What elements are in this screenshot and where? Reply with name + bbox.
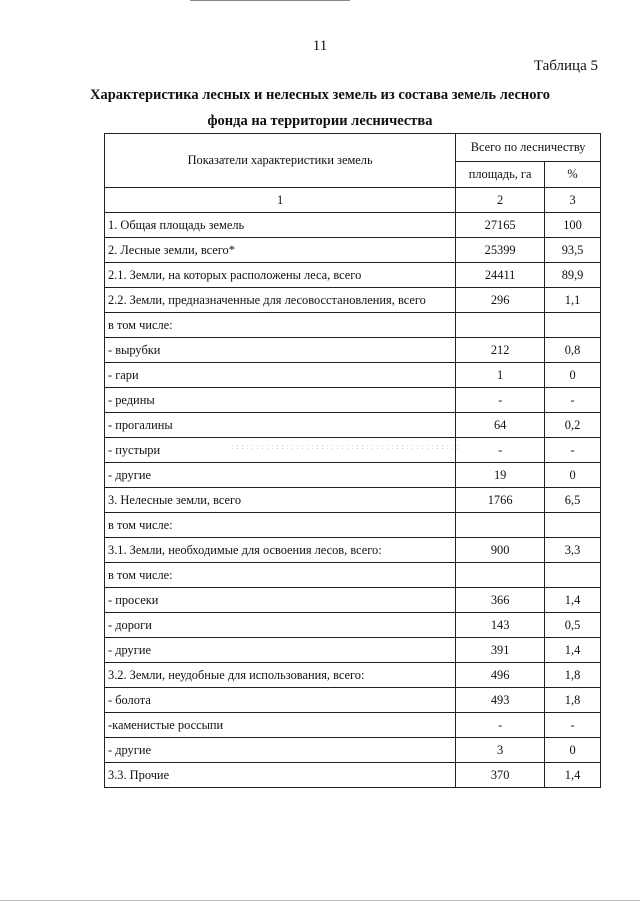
table-row (105, 563, 601, 588)
row-percent: 1,1 (545, 288, 601, 313)
row-area: 24411 (456, 263, 545, 288)
row-label: 3.2. Земли, неудобные для использования, всего: (105, 663, 456, 688)
row-label: 3.1. Земли, необходимые для освоения лесов, всего: (105, 538, 456, 563)
table-row (105, 713, 601, 738)
row-percent (545, 313, 601, 338)
row-label: - гари (105, 363, 456, 388)
table-row (105, 538, 601, 563)
row-percent: 0,2 (545, 413, 601, 438)
row-label: 2.1. Земли, на которых расположены леса, всего (105, 263, 456, 288)
table-row (105, 288, 601, 313)
row-label: - вырубки (105, 338, 456, 363)
header-percent: % (545, 162, 601, 188)
row-label: 2.2. Земли, предназначенные для лесовосстановления, всего (105, 288, 456, 313)
row-label: - другие (105, 638, 456, 663)
row-label: в том числе: (105, 563, 456, 588)
table-header (105, 134, 601, 213)
table-row (105, 638, 601, 663)
row-percent: 0 (545, 363, 601, 388)
table-title-line-1: Характеристика лесных и нелесных земель из состава земель лесного (90, 87, 550, 103)
table-row (105, 213, 601, 238)
row-label: - болота (105, 688, 456, 713)
table-body (105, 213, 601, 788)
row-area: - (456, 438, 545, 463)
table-row (105, 363, 601, 388)
row-label: в том числе: (105, 513, 456, 538)
row-percent: 6,5 (545, 488, 601, 513)
scan-bottom-edge (0, 900, 640, 901)
row-area: 1766 (456, 488, 545, 513)
table-row (105, 463, 601, 488)
table-row (105, 513, 601, 538)
row-area: 143 (456, 613, 545, 638)
row-label: - пустыри (105, 438, 456, 463)
row-area: 1 (456, 363, 545, 388)
scan-noise (230, 444, 460, 450)
table-row (105, 438, 601, 463)
row-area: 3 (456, 738, 545, 763)
row-percent: 0 (545, 738, 601, 763)
page-number: 11 (312, 38, 328, 54)
row-percent: - (545, 388, 601, 413)
row-percent: 1,4 (545, 638, 601, 663)
row-label: - редины (105, 388, 456, 413)
row-percent (545, 513, 601, 538)
table-title (0, 82, 640, 134)
row-percent: 1,4 (545, 588, 601, 613)
table-label: Таблица 5 (533, 58, 598, 74)
header-indicators: Показатели характеристики земель (105, 134, 456, 188)
land-characteristics-table (104, 133, 601, 788)
row-percent: 0,8 (545, 338, 601, 363)
row-area: - (456, 388, 545, 413)
row-percent: - (545, 438, 601, 463)
table-row (105, 613, 601, 638)
row-area: 27165 (456, 213, 545, 238)
row-label: в том числе: (105, 313, 456, 338)
row-label: 2. Лесные земли, всего* (105, 238, 456, 263)
row-percent: 1,8 (545, 663, 601, 688)
row-percent: 3,3 (545, 538, 601, 563)
row-percent: 1,8 (545, 688, 601, 713)
row-area: 370 (456, 763, 545, 788)
row-percent: 0 (545, 463, 601, 488)
row-label: - другие (105, 738, 456, 763)
row-area: 496 (456, 663, 545, 688)
row-percent: 100 (545, 213, 601, 238)
row-label: -каменистые россыпи (105, 713, 456, 738)
row-label: - просеки (105, 588, 456, 613)
row-label: - дороги (105, 613, 456, 638)
table-row (105, 488, 601, 513)
row-area (456, 513, 545, 538)
row-percent: 89,9 (545, 263, 601, 288)
row-label: 3.3. Прочие (105, 763, 456, 788)
table-row (105, 263, 601, 288)
row-area: 19 (456, 463, 545, 488)
row-percent: 0,5 (545, 613, 601, 638)
table-row (105, 238, 601, 263)
header-col-number-1: 1 (105, 188, 456, 213)
table-row (105, 738, 601, 763)
row-area: 25399 (456, 238, 545, 263)
table-row (105, 663, 601, 688)
row-label: 3. Нелесные земли, всего (105, 488, 456, 513)
header-total-forestry: Всего по лесничеству (456, 134, 601, 162)
row-label: 1. Общая площадь земель (105, 213, 456, 238)
row-area: 366 (456, 588, 545, 613)
row-area: 391 (456, 638, 545, 663)
table-row (105, 338, 601, 363)
header-area: площадь, га (456, 162, 545, 188)
table-row (105, 763, 601, 788)
table-row (105, 588, 601, 613)
table-row (105, 413, 601, 438)
row-percent (545, 563, 601, 588)
row-area: - (456, 713, 545, 738)
row-area (456, 313, 545, 338)
row-percent: 1,4 (545, 763, 601, 788)
row-area: 64 (456, 413, 545, 438)
row-label: - другие (105, 463, 456, 488)
row-area: 493 (456, 688, 545, 713)
row-area: 212 (456, 338, 545, 363)
table-row (105, 688, 601, 713)
table-row (105, 313, 601, 338)
table-title-line-2: фонда на территории лесничества (207, 113, 433, 129)
row-area: 900 (456, 538, 545, 563)
row-percent: - (545, 713, 601, 738)
row-label: - прогалины (105, 413, 456, 438)
table-row (105, 388, 601, 413)
row-percent: 93,5 (545, 238, 601, 263)
row-area (456, 563, 545, 588)
header-col-number-2: 2 (456, 188, 545, 213)
header-col-number-3: 3 (545, 188, 601, 213)
scan-top-edge (190, 0, 350, 1)
row-area: 296 (456, 288, 545, 313)
